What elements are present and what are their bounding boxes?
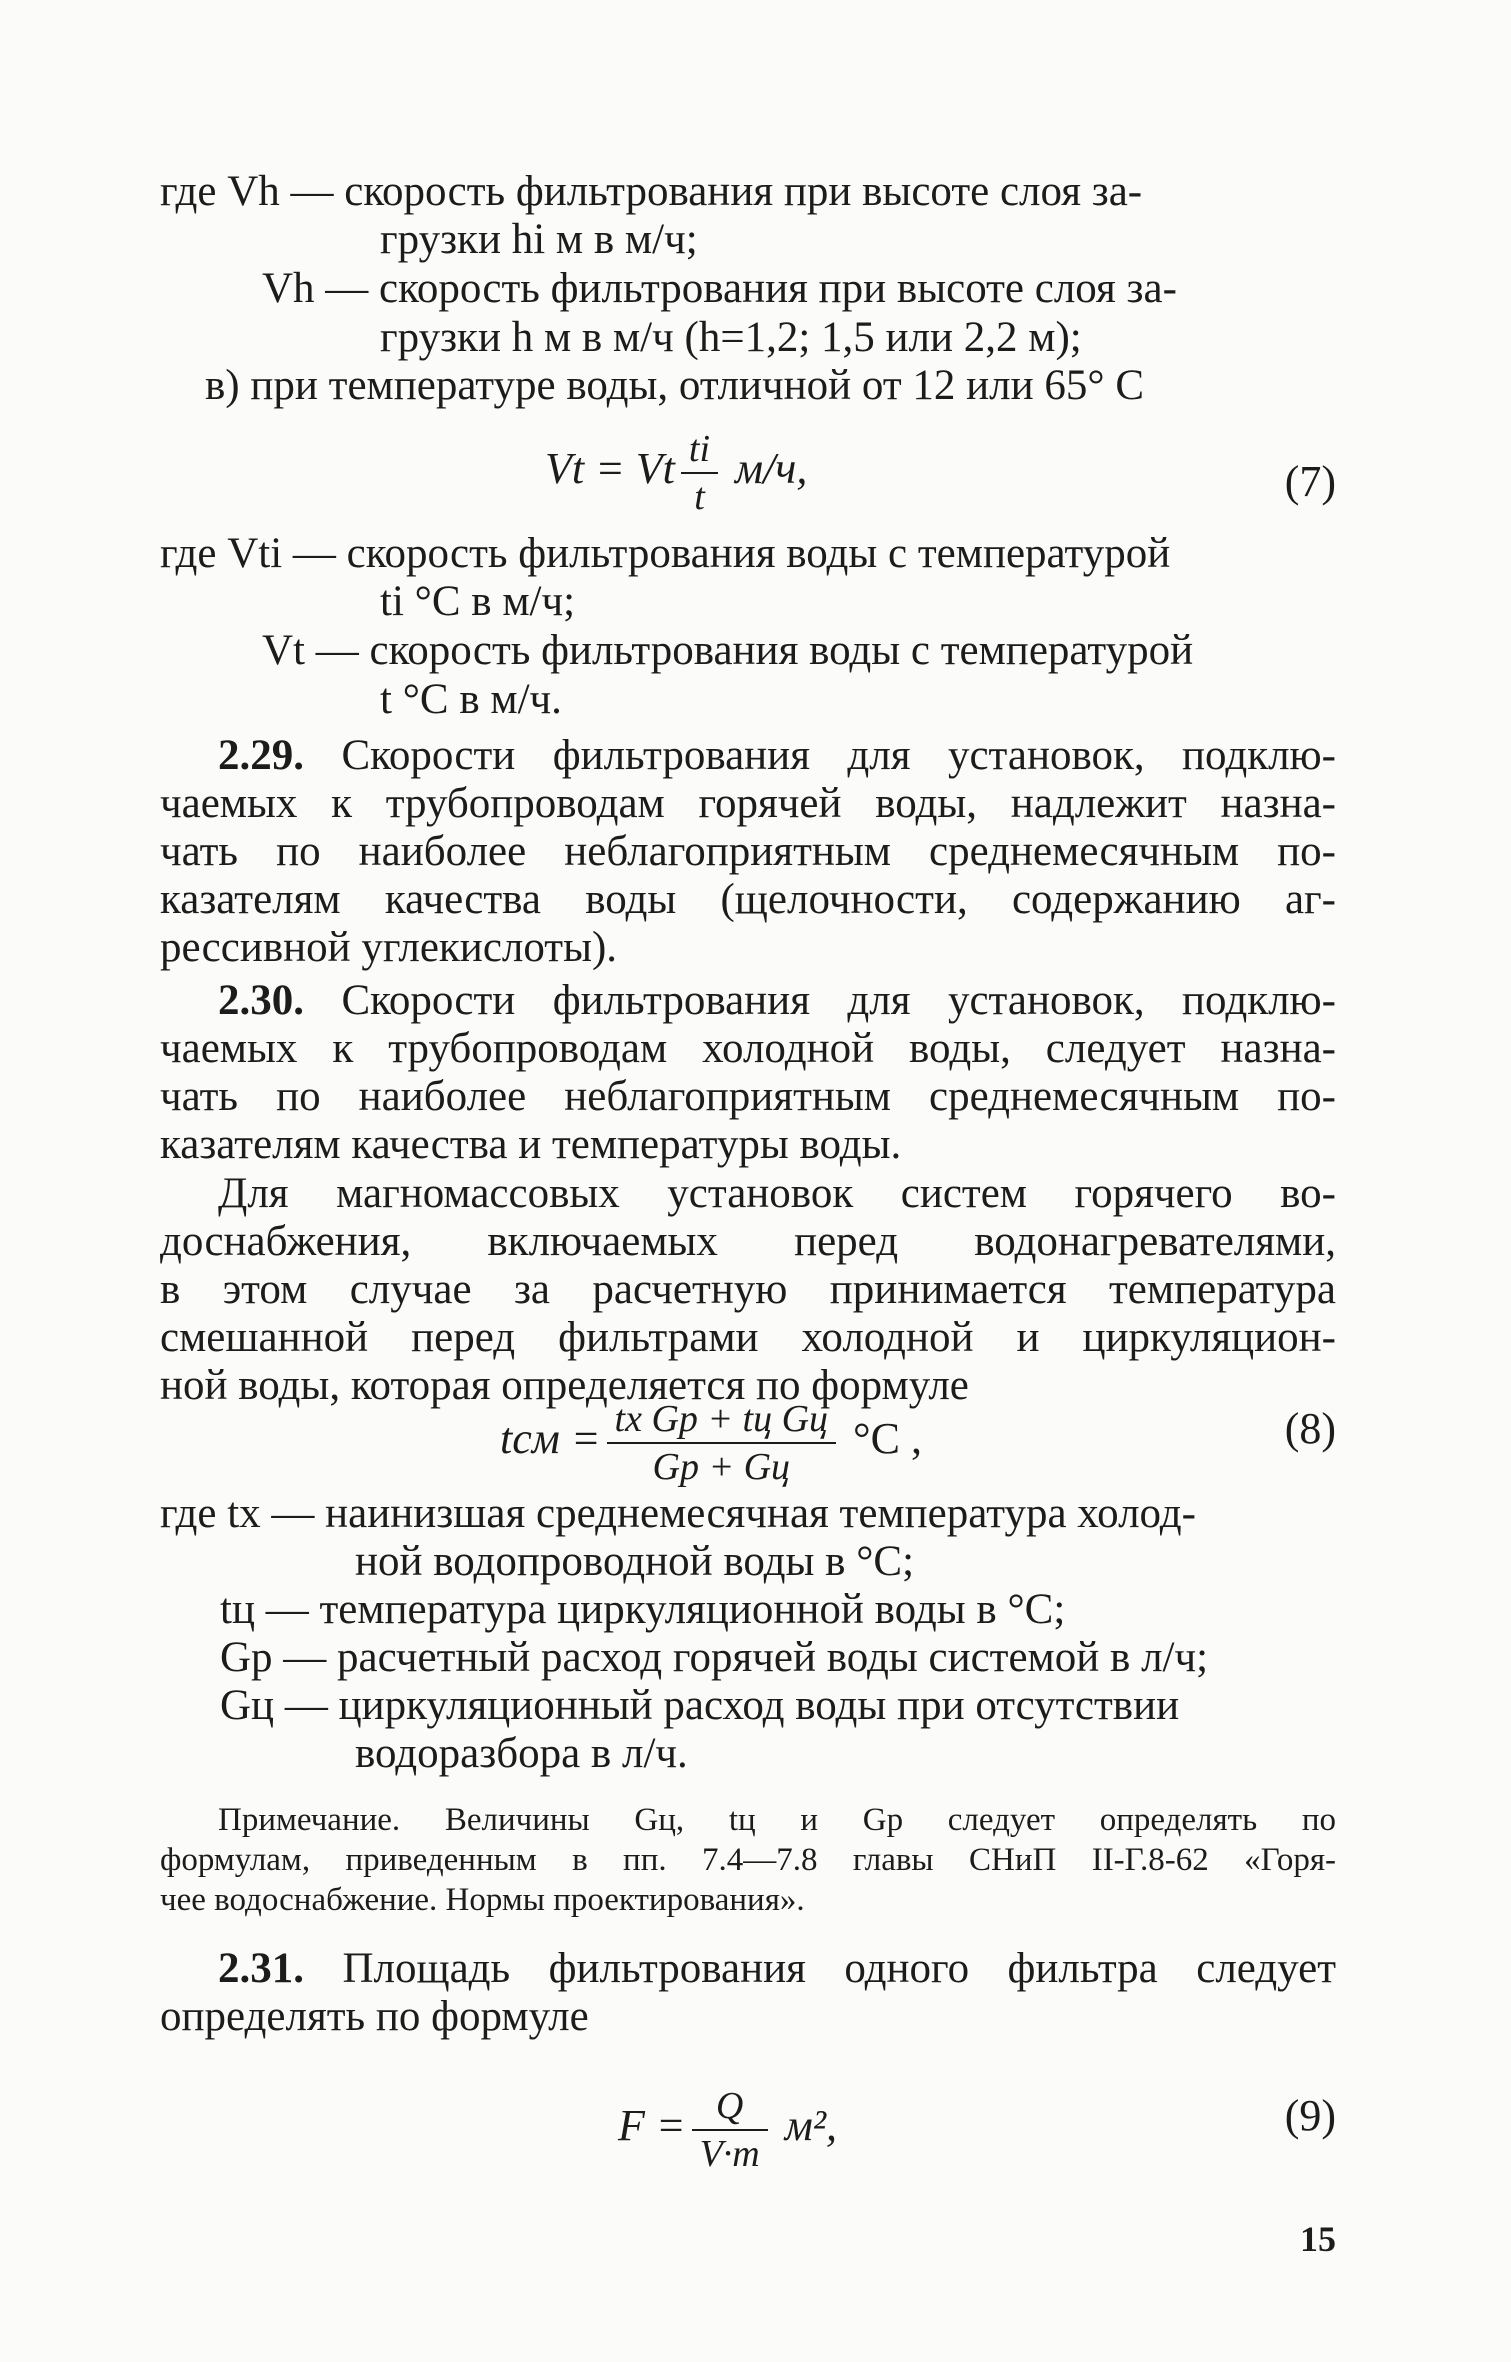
formula-7-numerator: ti <box>681 428 718 474</box>
formula-8-unit: °С , <box>842 1414 922 1464</box>
note-line: формулам, приведенным в пп. 7.4—7.8 главы СНиП II-Г.8-62 «Горя- <box>160 1842 1336 1878</box>
paragraph-2-29-line <box>218 732 1336 780</box>
note-line: чее водоснабжение. Нормы проектирования». <box>160 1882 805 1918</box>
formula-7 <box>545 428 807 518</box>
magnomass-paragraph-line: в этом случае за расчетную принимается температура <box>160 1266 1336 1313</box>
paragraph-2-29-line: чать по наиболее неблагоприятным среднемесячным по- <box>160 828 1336 875</box>
paragraph-2-29-text: Скорости фильтрования для установок, подклю- <box>304 732 1336 779</box>
definition-line: Vh — скорость фильтрования при высоте слоя за- <box>262 265 1177 312</box>
definition-line: tц — температура циркуляционной воды в °С; <box>220 1586 1066 1633</box>
formula-7-rhs: = Vt <box>584 444 675 494</box>
paragraph-2-29-line: казателям качества воды (щелочности, содержанию аг- <box>160 876 1336 923</box>
definition-line: ной водопроводной воды в °С; <box>355 1538 915 1585</box>
formula-8-number: (8) <box>1284 1404 1336 1453</box>
formula-9-unit: м², <box>773 2101 838 2151</box>
paragraph-2-30-text: Скорости фильтрования для установок, подклю- <box>304 977 1336 1024</box>
paragraph-2-29-line: рессивной углекислоты). <box>160 924 618 971</box>
formula-8 <box>500 1398 922 1488</box>
paragraph-2-31-line <box>218 1945 1336 1993</box>
paragraph-2-30-number: 2.30. <box>218 977 304 1024</box>
formula-9-number: (9) <box>1284 2091 1336 2140</box>
magnomass-paragraph-line: смешанной перед фильтрами холодной и циркуляцион- <box>160 1314 1336 1361</box>
definition-line: t °С в м/ч. <box>380 676 562 723</box>
page-number: 15 <box>1300 2219 1336 2259</box>
formula-9 <box>618 2085 837 2175</box>
paragraph-2-30-line <box>218 977 1336 1025</box>
formula-8-denominator: Gр + Gц <box>652 1446 791 1488</box>
magnomass-paragraph-line: ной воды, которая определяется по формуле <box>160 1362 969 1409</box>
paragraph-2-31-text: Площадь фильтрования одного фильтра следует <box>304 1945 1336 1992</box>
paragraph-2-31-number: 2.31. <box>218 1945 304 1992</box>
definition-line: где Vh — скорость фильтрования при высоте слоя за- <box>160 168 1143 215</box>
definition-line: ti °С в м/ч; <box>380 578 576 625</box>
magnomass-paragraph-line: доснабжения, включаемых перед водонагревателями, <box>160 1218 1336 1265</box>
definition-line: Gц — циркуляционный расход воды при отсутствии <box>220 1682 1180 1729</box>
formula-9-lhs: F = <box>618 2101 686 2151</box>
formula-8-numerator: tх Gр + tц Gц <box>607 1398 837 1444</box>
paragraph-2-30-line: чаемых к трубопроводам холодной воды, следует назна- <box>160 1025 1336 1072</box>
note-line: Примечание. Величины Gц, tц и Gр следует определять по <box>218 1802 1336 1838</box>
formula-7-number: (7) <box>1284 457 1336 506</box>
formula-8-fraction <box>607 1398 837 1488</box>
formula-7-unit: м/ч, <box>724 444 808 494</box>
formula-7-denominator: t <box>694 476 705 518</box>
definition-line: грузки hi м в м/ч; <box>380 216 698 263</box>
definition-line: Vt — скорость фильтрования воды с температурой <box>262 627 1194 674</box>
formula-9-fraction <box>692 2085 768 2175</box>
paragraph-2-30-line: чать по наиболее неблагоприятным среднемесячным по- <box>160 1073 1336 1120</box>
formula-9-numerator: Q <box>692 2085 768 2131</box>
paragraph-2-29-line: чаемых к трубопроводам горячей воды, надлежит назна- <box>160 780 1336 827</box>
definition-line: Gр — расчетный расход горячей воды системой в л/ч; <box>220 1634 1209 1681</box>
formula-7-fraction <box>681 428 718 518</box>
formula-8-lhs: tсм = <box>500 1414 601 1464</box>
paragraph-2-30-line: казателям качества и температуры воды. <box>160 1121 902 1168</box>
formula-9-denominator: V·m <box>699 2133 760 2175</box>
definition-line: в) при температуре воды, отличной от 12 или 65° С <box>205 362 1145 409</box>
definition-line: где Vti — скорость фильтрования воды с температурой <box>160 530 1171 577</box>
paragraph-2-31-line: определять по формуле <box>160 1993 589 2040</box>
definition-line: водоразбора в л/ч. <box>355 1730 688 1777</box>
definition-line: где tх — наинизшая среднемесячная температура холод- <box>160 1490 1196 1537</box>
definition-line: грузки h м в м/ч (h=1,2; 1,5 или 2,2 м); <box>380 314 1082 361</box>
formula-7-lhs: Vt <box>545 444 585 494</box>
magnomass-paragraph-line: Для магномассовых установок систем горячего во- <box>218 1170 1336 1217</box>
paragraph-2-29-number: 2.29. <box>218 732 304 779</box>
